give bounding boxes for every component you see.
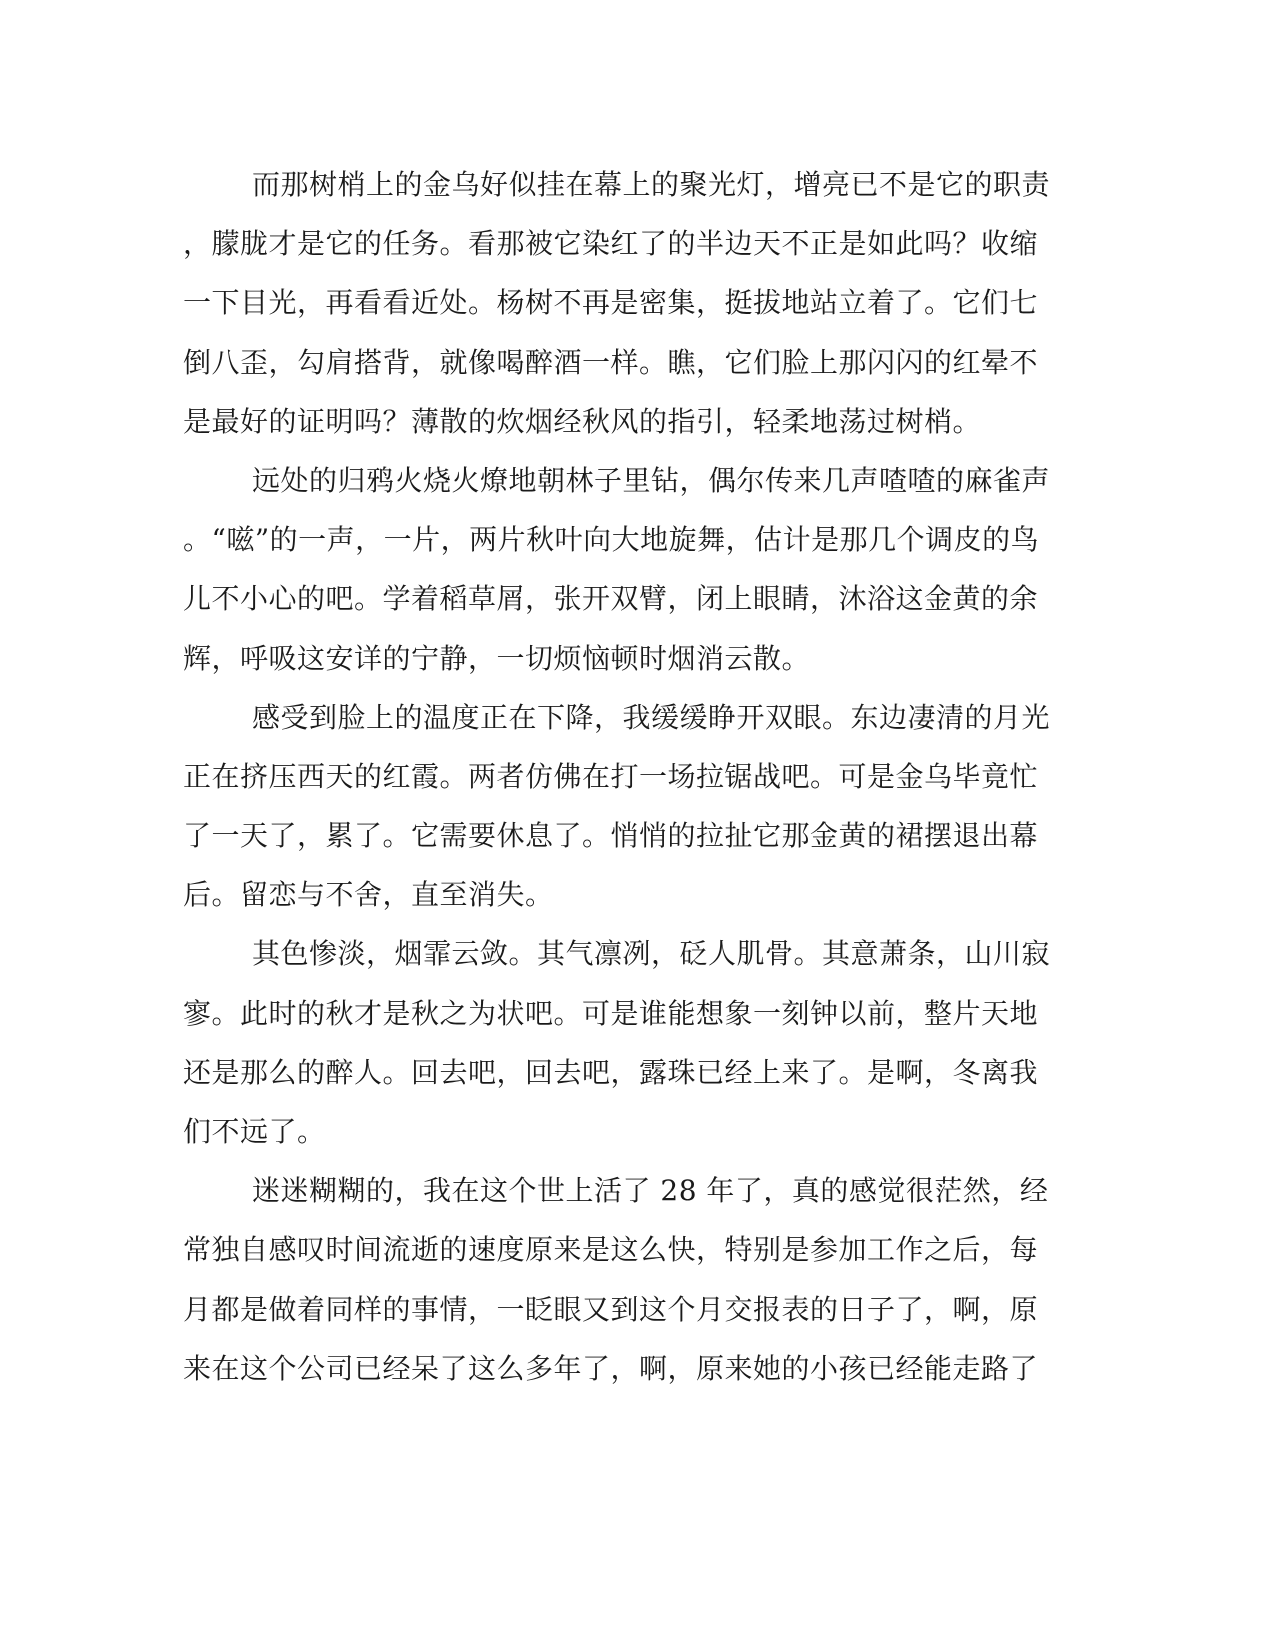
- paragraph: [183, 924, 1051, 1161]
- text-line: 了一天了，累了。它需要休息了。悄悄的拉扯它那金黄的裙摆退出幕: [183, 819, 1039, 853]
- text-line: 。“嗞”的一声，一片，两片秋叶向大地旋舞，估计是那几个调皮的鸟: [183, 523, 1040, 557]
- text-line: ，朦胧才是它的任务。看那被它染红了的半边天不正是如此吗？收缩: [183, 227, 1039, 261]
- text-line: 月都是做着同样的事情，一眨眼又到这个月交报表的日子了，啊，原: [183, 1292, 1039, 1326]
- text-line: 而那树梢上的金乌好似挂在幕上的聚光灯，增亮已不是它的职责: [252, 168, 1051, 201]
- text-line: 后。留恋与不舍，直至消失。: [183, 878, 554, 912]
- text-line: 一下目光，再看看近处。杨树不再是密集，挺拔地站立着了。它们七: [183, 286, 1039, 320]
- text-line: 其色惨淡，烟霏云敛。其气凛冽，砭人肌骨。其意萧条，山川寂: [252, 937, 1051, 971]
- text-line: 远处的归鸦火烧火燎地朝林子里钻，偶尔传来几声喳喳的麻雀声: [252, 463, 1051, 497]
- text-line: 辉，呼吸这安详的宁静，一切烦恼顿时烟消云散。: [183, 641, 811, 675]
- text-line: 寥。此时的秋才是秋之为状吧。可是谁能想象一刻钟以前，整片天地: [183, 996, 1039, 1030]
- text-line: 是最好的证明吗？薄散的炊烟经秋风的指引，轻柔地荡过树梢。: [183, 404, 982, 438]
- text-line: 迷迷糊糊的，我在这个世上活了 28 年了，真的感觉很茫然，经: [252, 1174, 1049, 1208]
- text-line: 正在挤压西天的红霞。两者仿佛在打一场拉锯战吧。可是金乌毕竟忙: [183, 759, 1039, 793]
- text-line: 倒八歪，勾肩搭背，就像喝醉酒一样。瞧，它们脸上那闪闪的红晕不: [183, 345, 1039, 379]
- text-line: 常独自感叹时间流逝的速度原来是这么快，特别是参加工作之后，每: [183, 1233, 1039, 1267]
- text-line: 儿不小心的吧。学着稻草屑，张开双臂，闭上眼睛，沐浴这金黄的余: [183, 582, 1039, 616]
- text-line: 还是那么的醉人。回去吧，回去吧，露珠已经上来了。是啊，冬离我: [183, 1055, 1039, 1089]
- text-line: 们不远了。: [183, 1115, 326, 1148]
- text-line: 感受到脸上的温度正在下降，我缓缓睁开双眼。东边凄清的月光: [252, 700, 1051, 734]
- paragraph: [183, 1161, 1049, 1398]
- paragraph: [183, 155, 1051, 451]
- paragraph: [183, 688, 1051, 925]
- document-body: [183, 155, 1051, 1398]
- paragraph: [183, 451, 1051, 688]
- text-line: 来在这个公司已经呆了这么多年了，啊，原来她的小孩已经能走路了: [183, 1351, 1039, 1385]
